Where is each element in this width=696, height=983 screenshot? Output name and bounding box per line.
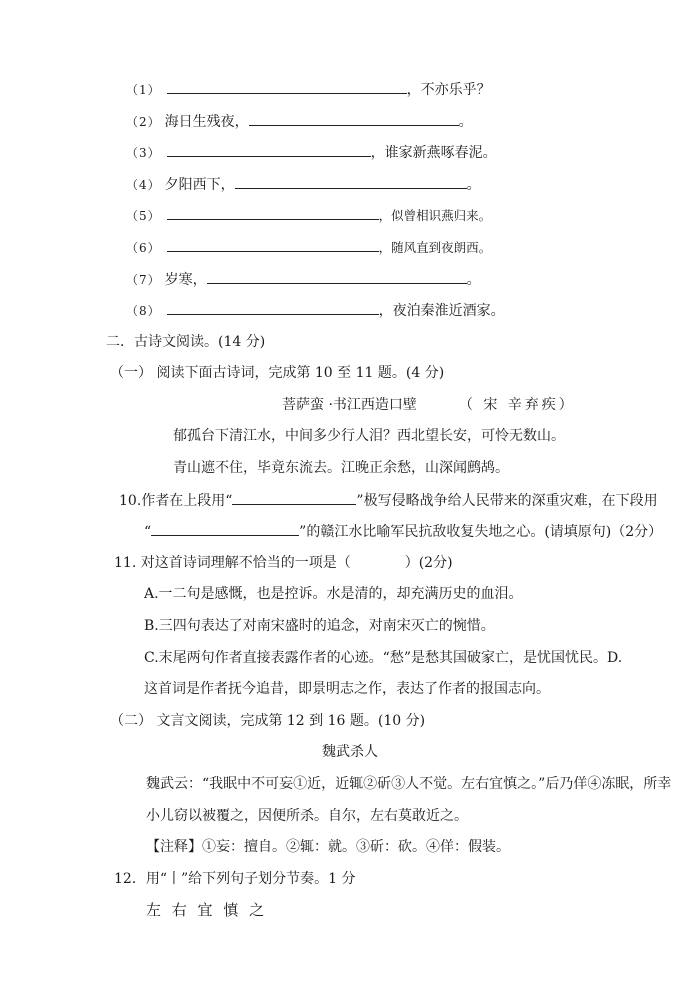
part2-intro: （二） 文言文阅读，完成第 12 到 16 题。(10 分)	[110, 713, 426, 729]
item-text: ，随风直到夜朗西。	[378, 240, 492, 255]
item-number: （5）	[126, 209, 161, 223]
answer-blank	[167, 205, 379, 220]
item-text: 。	[466, 177, 481, 193]
answer-blank	[249, 111, 459, 126]
item-number: （1）	[126, 83, 161, 97]
answer-blank	[207, 269, 467, 284]
fill-item-8	[126, 300, 505, 321]
question-11	[114, 553, 453, 573]
answer-blank	[167, 142, 371, 157]
fill-item-6	[126, 237, 491, 258]
item-number: （3）	[126, 146, 161, 160]
answer-blank	[167, 237, 379, 252]
question-10-line-1	[119, 490, 658, 511]
item-text: ，夜泊秦淮近酒家。	[378, 303, 505, 319]
passage-line-1: 魏武云：“我眠中不可妄①近，近辄②斫③人不觉。左右宜慎之。”后乃佯④冻眠，所幸	[146, 776, 672, 792]
passage-line-2: 小儿窃以被覆之，因便所杀。自尔，左右莫敢近之。	[146, 808, 468, 824]
fill-item-2	[126, 111, 473, 132]
item-text: 。	[466, 272, 481, 288]
answer-blank	[167, 300, 379, 315]
fill-item-3	[126, 142, 497, 163]
answer-blank	[167, 79, 407, 94]
item-number: （6）	[126, 241, 161, 255]
item-text: ，谁家新燕啄春泥。	[370, 145, 497, 161]
item-number: （8）	[126, 304, 161, 318]
item-text: ，不亦乐乎？	[406, 82, 491, 98]
q10-text: ”的赣江水比喻军民抗敌收复失地之心。(请填原句)（2分）	[299, 524, 663, 540]
option-a: A.一二句是感慨，也是控诉。水是清的，却充满历史的血泪。	[144, 586, 523, 602]
question-12: 12．用“丨”给下列句子划分节奏。1 分	[114, 871, 356, 887]
answer-blank	[235, 174, 467, 189]
item-text: ，似曾相识燕归来。	[378, 208, 492, 223]
poem-line-2: 青山遮不住，毕竟东流去。江晚正余愁，山深闻鹧鸪。	[173, 460, 509, 476]
q10-text: “	[144, 524, 152, 540]
item-text: 海日生残夜，	[164, 114, 249, 130]
poem-author: （ 宋 辛弃疾）	[458, 397, 576, 413]
q11-text: 11. 对这首诗词理解不恰当的一项是（	[114, 555, 351, 571]
fill-item-5	[126, 205, 491, 226]
passage-title: 魏武杀人	[322, 744, 378, 760]
q11-text: ）(2分)	[404, 555, 453, 571]
option-d: 这首词是作者抚今追昔，即景明志之作，表达了作者的报国志向。	[144, 681, 550, 697]
question-10-line-2	[144, 521, 662, 542]
poem-heading	[282, 395, 576, 415]
item-number: （4）	[126, 178, 161, 192]
fill-item-1	[126, 79, 491, 100]
item-number: （7）	[126, 273, 161, 287]
q10-text: ”极写侵略战争给人民带来的深重灾难，在下段用	[356, 493, 658, 509]
q10-text: 10.作者在上段用“	[119, 493, 233, 509]
item-text: 岁寒，	[164, 272, 207, 288]
option-c: C.末尾两句作者直接表露作者的心迹。“愁”是愁其国破家亡，是忧国忧民。D.	[144, 650, 623, 666]
item-text: 。	[458, 114, 473, 130]
answer-blank	[151, 521, 299, 536]
item-number: （2）	[126, 115, 161, 129]
option-b: B.三四句表达了对南宋盛时的追念，对南宋灭亡的惋惜。	[144, 618, 495, 634]
rhythm-sentence: 左 右 宜 慎 之	[146, 901, 268, 919]
item-text: 夕阳西下，	[164, 177, 235, 193]
fill-item-4	[126, 174, 481, 195]
answer-blank	[232, 490, 356, 505]
part1-intro: （一） 阅读下面古诗词，完成第 10 至 11 题。(4 分)	[110, 365, 445, 381]
annotation-note: 【注释】①妄：擅自。②辄：就。③斫：砍。④佯：假装。	[146, 839, 510, 855]
poem-line-1: 郁孤台下清江水，中间多少行人泪？西北望长安，可怜无数山。	[173, 428, 565, 444]
section-heading: 二．古诗文阅读。(14 分)	[106, 334, 266, 350]
poem-title: 菩萨蛮 ·书江西造口壁	[282, 397, 417, 413]
fill-item-7	[126, 269, 481, 290]
